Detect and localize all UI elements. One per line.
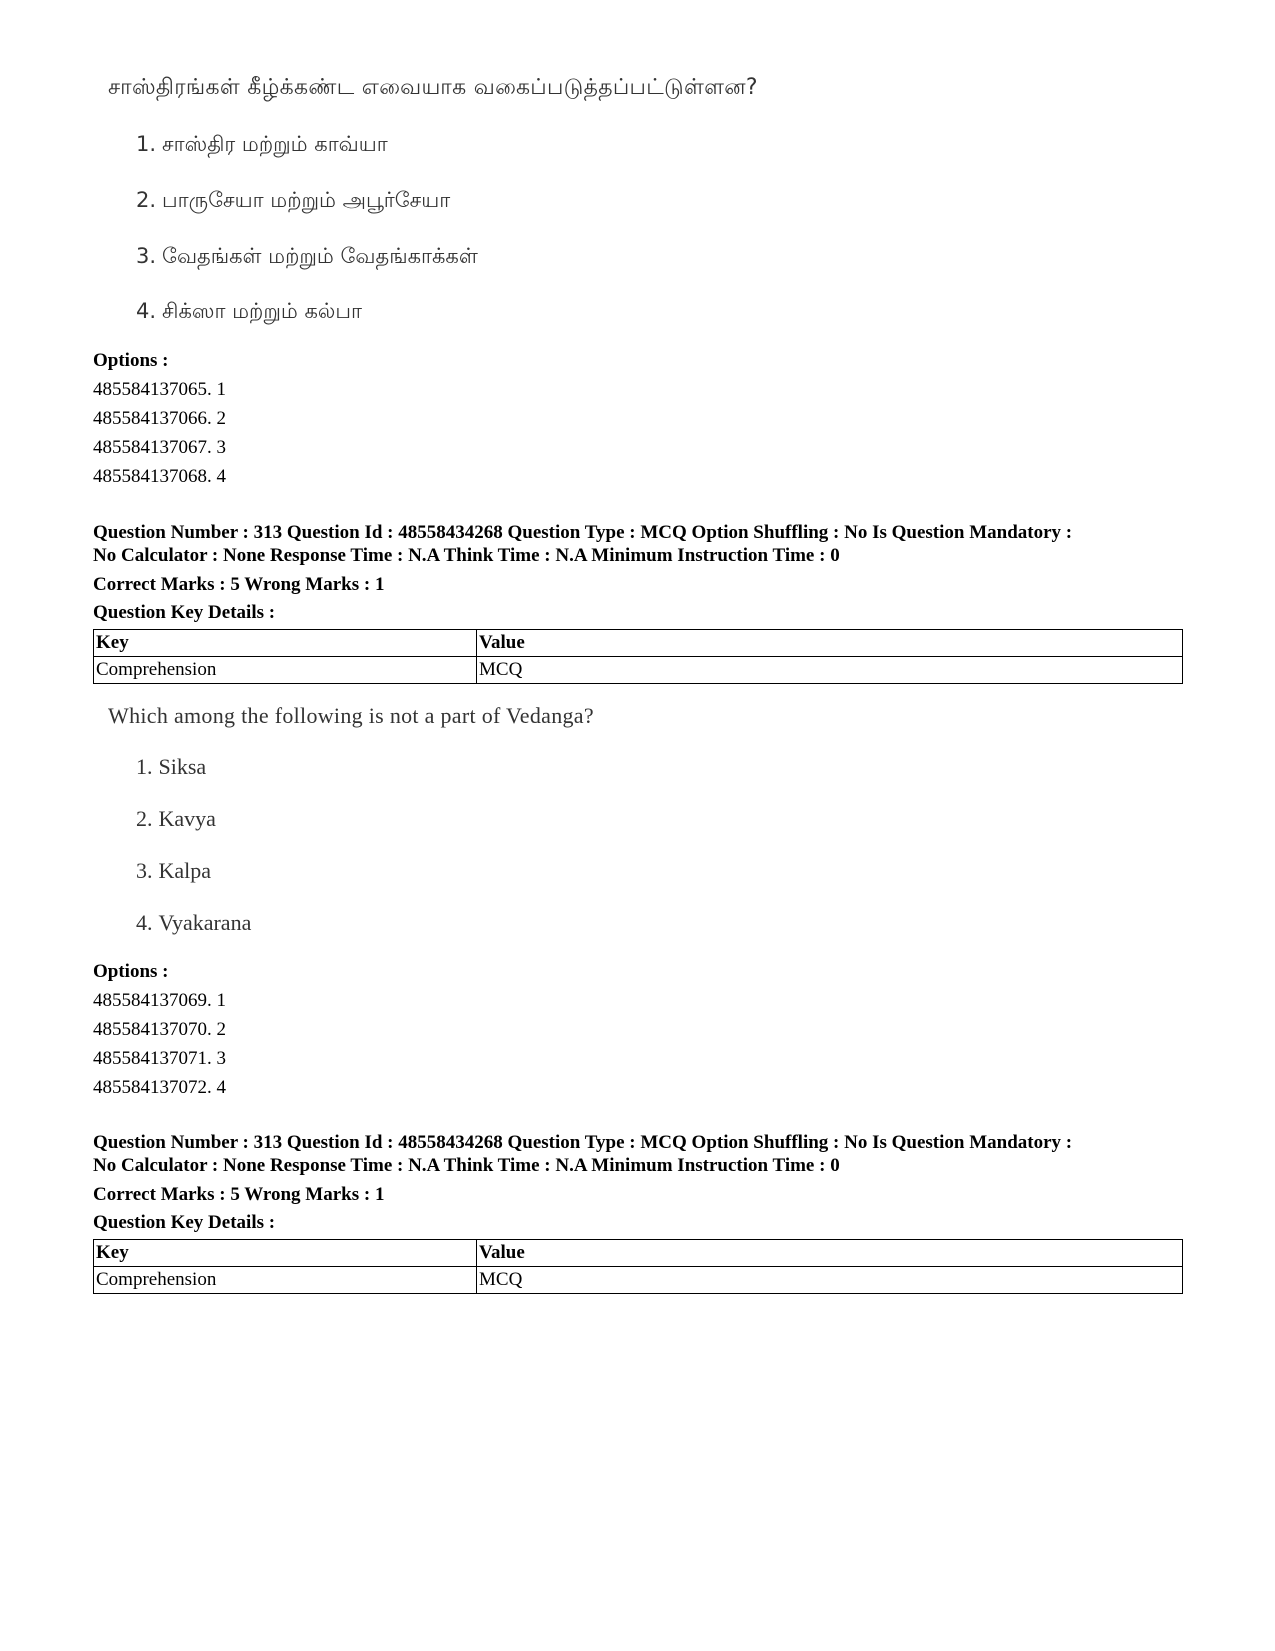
choice-text: சிக்ஸா மற்றும் கல்பா	[162, 299, 362, 323]
question-choice	[136, 754, 206, 780]
question-choice	[136, 910, 251, 936]
options-list	[93, 346, 226, 491]
option-item: 485584137068. 4	[93, 466, 226, 487]
key-details-table	[93, 629, 1183, 684]
choice-number: 3.	[136, 244, 157, 268]
table-header-cell: Key	[94, 630, 477, 657]
question-choice	[136, 299, 362, 326]
choice-text: Kavya	[158, 806, 216, 831]
question-stem: சாஸ்திரங்கள் கீழ்க்கண்ட எவையாக வகைப்படுத்தப்பட்டுள்ளன?	[108, 75, 758, 100]
question-choice	[136, 132, 388, 159]
table-cell: Comprehension	[94, 657, 477, 684]
choice-text: பாருசேயா மற்றும் அபூர்சேயா	[162, 188, 451, 212]
table-header-row	[94, 1240, 1183, 1267]
option-item: 485584137066. 2	[93, 408, 226, 429]
option-item: 485584137069. 1	[93, 990, 226, 1011]
option-item: 485584137065. 1	[93, 379, 226, 400]
choice-number: 1.	[136, 754, 153, 779]
table-cell: MCQ	[477, 1267, 1183, 1294]
marks-line: Correct Marks : 5 Wrong Marks : 1	[93, 574, 385, 595]
question-choice	[136, 806, 216, 832]
question-image-tamil	[108, 75, 758, 323]
table-row	[94, 657, 1183, 684]
question-metadata	[93, 521, 1193, 624]
choice-text: வேதங்கள் மற்றும் வேதங்காக்கள்	[162, 244, 478, 268]
choice-number: 4.	[136, 910, 153, 935]
options-list	[93, 957, 226, 1102]
choice-text: சாஸ்திர மற்றும் காவ்யா	[162, 132, 388, 156]
key-details-label: Question Key Details :	[93, 602, 276, 623]
choice-number: 2.	[136, 188, 157, 212]
choice-text: Kalpa	[158, 858, 212, 883]
option-item: 485584137067. 3	[93, 437, 226, 458]
table-header-cell: Value	[477, 630, 1183, 657]
question-metadata	[93, 1131, 1193, 1234]
option-item: 485584137072. 4	[93, 1077, 226, 1098]
table-cell: MCQ	[477, 657, 1183, 684]
choice-text: Siksa	[158, 754, 207, 779]
marks-line: Correct Marks : 5 Wrong Marks : 1	[93, 1184, 385, 1205]
table-header-row	[94, 630, 1183, 657]
choice-number: 2.	[136, 806, 153, 831]
table-header-cell: Key	[94, 1240, 477, 1267]
table-row	[94, 1267, 1183, 1294]
choice-number: 1.	[136, 132, 157, 156]
table-cell: Comprehension	[94, 1267, 477, 1294]
question-image-english	[108, 703, 594, 935]
question-choice	[136, 244, 478, 271]
meta-line: No Calculator : None Response Time : N.A Think Time : N.A Minimum Instruction Time : 0	[93, 1155, 840, 1176]
option-item: 485584137071. 3	[93, 1048, 226, 1069]
table-header-cell: Value	[477, 1240, 1183, 1267]
meta-line: Question Number : 313 Question Id : 48558434268 Question Type : MCQ Option Shuffling : No Is Question Mandatory :	[93, 1132, 1073, 1153]
options-label: Options :	[93, 961, 169, 982]
key-details-label: Question Key Details :	[93, 1212, 276, 1233]
meta-line: No Calculator : None Response Time : N.A Think Time : N.A Minimum Instruction Time : 0	[93, 545, 840, 566]
meta-line: Question Number : 313 Question Id : 48558434268 Question Type : MCQ Option Shuffling : No Is Question Mandatory :	[93, 522, 1073, 543]
choice-number: 4.	[136, 299, 157, 323]
key-details-table	[93, 1239, 1183, 1294]
choice-text: Vyakarana	[158, 910, 252, 935]
choice-number: 3.	[136, 858, 153, 883]
question-choice	[136, 858, 211, 884]
option-item: 485584137070. 2	[93, 1019, 226, 1040]
question-stem: Which among the following is not a part of Vedanga?	[108, 703, 594, 728]
options-label: Options :	[93, 350, 169, 371]
question-choice	[136, 188, 450, 215]
